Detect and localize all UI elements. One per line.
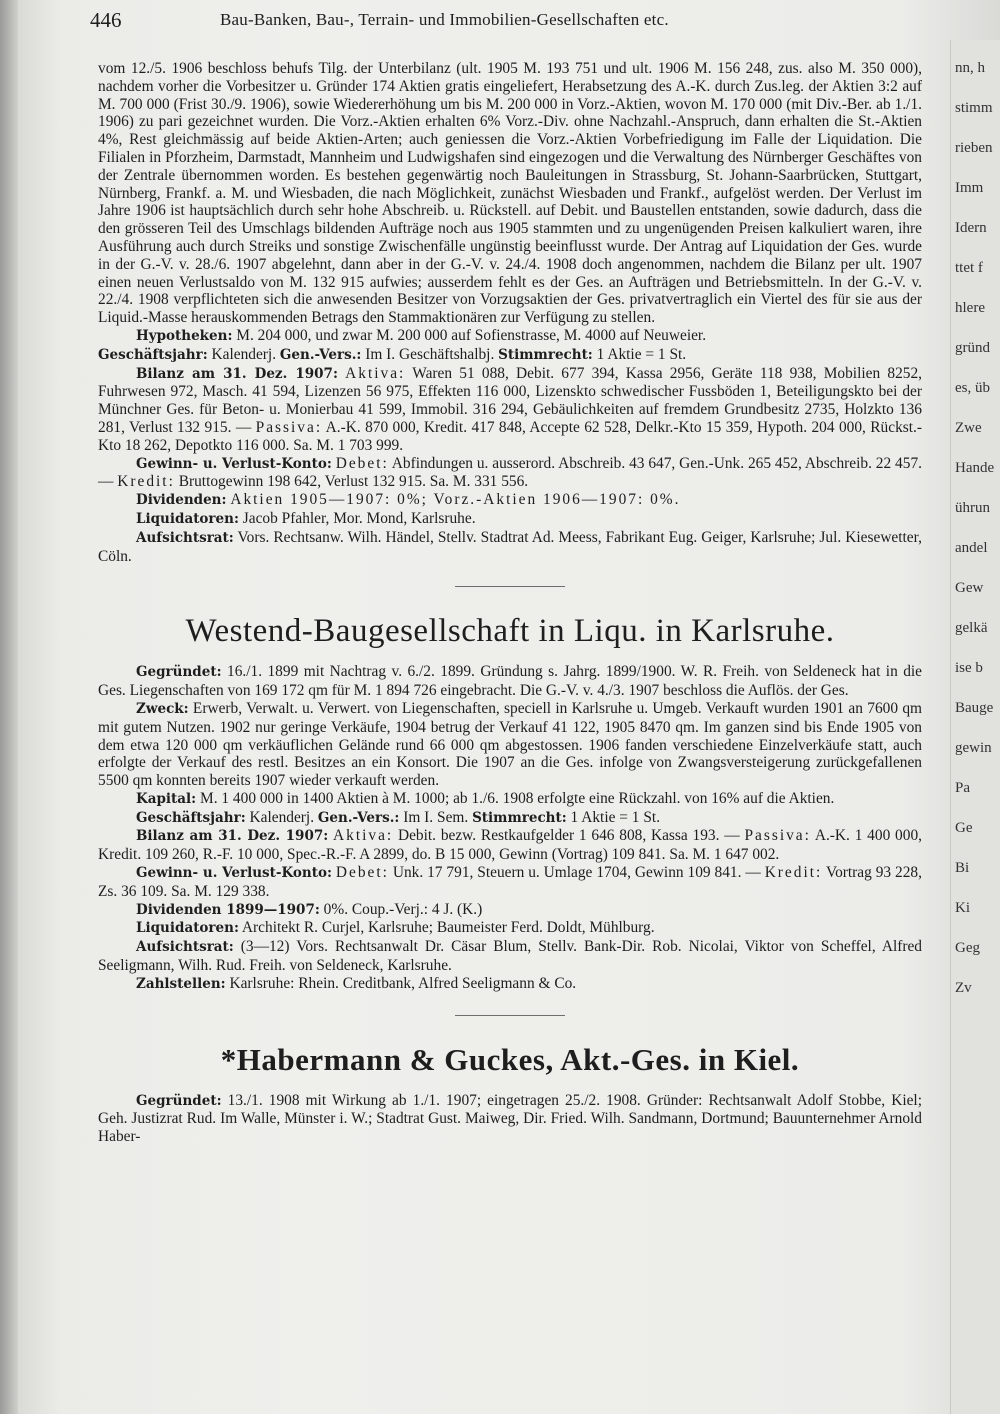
kapital-label: Kapital: <box>136 790 197 807</box>
edge-fragment: Idern <box>955 220 987 236</box>
gen-vers-text: Im I. Geschäftshalbj. <box>361 345 499 363</box>
zweck-entry <box>98 700 922 790</box>
edge-fragment: ührun <box>955 500 990 516</box>
kapital-text: M. 1 400 000 in 1400 Aktien à M. 1000; ab 1./6. 1908 erfolgte eine Rückzahl. von 16% auf die Aktien. <box>196 789 835 807</box>
edge-fragment: stimm <box>955 100 993 116</box>
gen-vers-label: Gen.-Vers.: <box>317 809 400 826</box>
edge-fragment: ttet f <box>955 260 983 276</box>
dividenden-label: Dividenden 1899—1907: <box>136 901 320 918</box>
liquidatoren-entry <box>98 919 922 938</box>
edge-fragment: Gew <box>955 580 984 596</box>
passiva-text: A.-K. 870 000, Kredit. 417 848, Accepte 62 528, Delkr.-Kto 15 359, Hypoth. 204 000, Rückst.-Kto 18 262, Depotkto 116 000. Sa. M. 1 703 999. <box>98 418 923 454</box>
edge-fragment: gelkä <box>955 620 988 636</box>
edge-fragment: ise b <box>955 660 983 676</box>
aufsichtsrat-label: Aufsichtsrat: <box>136 529 234 546</box>
aktiva-text: Waren 51 088, Debit. 677 394, Kassa 2956, Geräte 118 938, Mobilien 8252, Fuhrwesen 972, Masch. 41 594, Lizenzen 56 975, Effekten 116 000, Lizenskto schwedischer Fussböden 1, Beteiligungskto bei der Münchner Ges. für Beton- u. Monierbau 41 599, Immobil. 316 294, Gebäulichkeiten auf fremdem Grundbesitz 2735, Holzkto 136 281, Verlust 132 915. — <box>98 364 922 436</box>
geschaeftsjahr-label: Geschäftsjahr: <box>136 809 246 826</box>
gegruendet-text: 16./1. 1899 mit Nachtrag v. 6./2. 1899. Gründung s. Jahrg. 1899/1900. W. R. Freih. von Seldeneck hat in die Ges. Liegenschaften von 169 172 qm für M. 1 894 726 eingebracht. Die G.-V. v. 4./3. 1907 beschloss die Auflös. der Ges. <box>98 663 922 700</box>
edge-fragment: Hande <box>955 460 995 476</box>
page-content <box>98 60 922 1146</box>
hypotheken-label: Hypotheken: <box>136 327 233 344</box>
aufsichtsrat-entry <box>98 529 922 566</box>
dividenden-entry <box>98 491 922 510</box>
kapital-entry <box>98 790 922 809</box>
page-number: 446 <box>90 8 122 32</box>
gegruendet-entry <box>98 1092 922 1146</box>
stimmrecht-text: 1 Aktie = 1 St. <box>592 345 687 363</box>
company-title-westend: Westend-Baugesellschaft in Liqu. in Karlsruhe. <box>185 613 835 650</box>
dividenden-label: Dividenden: <box>136 492 227 509</box>
gegruendet-text: 13./1. 1908 mit Wirkung ab 1./1. 1907; eingetragen 25./2. 1908. Gründer: Rechtsanwalt Adolf Stobbe, Kiel; Geh. Justizrat Rud. Im Walle, Münster i. W.; Stadtrat Gust. Maiweg, Dir. Fried. Wilh. Sandmann, Dortmund; Bauunternehmer Arnold Haber- <box>98 1091 922 1146</box>
dividenden-text: 0%. Coup.-Verj.: 4 J. (K.) <box>319 900 483 918</box>
zweck-text: Erwerb, Verwalt. u. Verwert. von Liegenschaften, speciell in Karlsruhe u. Umgeb. Verkauft wurden 1901 an 7600 qm mit gutem Nutzen. 1902 nur geringe Verkäufe, 1904 betrug der Verkauf 41 122, 1905 8470 qm. Im ganzen sind bis Ende 1905 von dem etwa 120 000 qm verkäuflichen Gelände rund 66 000 qm abgestossen. 1906 fanden verschiedene Einzelverkäufe statt, auch erfolgte der Verkauf des restl. Besitzes an ein Konsort. Die 1907 an die Ges. infolge von Zwangsversteigerung zurückgefallenen 5500 qm konnten bereits 1907 wieder verkauft werden. <box>98 699 922 790</box>
liquidatoren-entry <box>98 510 922 529</box>
passiva-text: A.-K. 1 400 000, Kredit. 109 260, R.-F. 10 000, Spec.-R.-F. A 2899, do. B 15 000, Gewinn (Vortrag) 109 841. Sa. M. 1 647 002. <box>98 827 922 864</box>
debet-text: Abfindungen u. ausserord. Abschreib. 43 647, Gen.-Unk. 265 452, Abschreib. 22 457. — <box>98 454 922 491</box>
binding-gutter <box>0 0 18 1414</box>
guv-label: Gewinn- u. Verlust-Konto: <box>136 455 332 472</box>
aktiva-label: Aktiva: <box>345 364 406 382</box>
edge-fragment: gewin <box>955 740 992 756</box>
liquidatoren-text: Architekt R. Curjel, Karlsruhe; Baumeister Ferd. Doldt, Mühlburg. <box>238 919 655 937</box>
section-divider <box>455 586 565 587</box>
edge-fragment: Pa <box>955 780 970 796</box>
edge-fragment: Imm <box>955 180 984 196</box>
hypotheken-entry <box>98 327 922 346</box>
debet-label: Debet: <box>335 864 389 882</box>
gen-vers-label: Gen.-Vers.: <box>279 346 362 363</box>
bilanz-label: Bilanz am 31. Dez. 1907: <box>136 365 338 382</box>
aufsichtsrat-entry <box>98 938 922 975</box>
geschaeftsjahr-entry <box>98 346 922 365</box>
stimmrecht-text: 1 Aktie = 1 St. <box>566 808 661 826</box>
edge-fragment: gründ <box>955 340 990 356</box>
dividenden-text: Aktien 1905—1907: 0%; Vorz.-Aktien 1906—1907: 0%. <box>230 491 681 509</box>
liquidatoren-text: Jacob Pfahler, Mor. Mond, Karlsruhe. <box>238 509 476 527</box>
liquidatoren-label: Liquidatoren: <box>136 510 239 527</box>
edge-fragment: es, üb <box>955 380 990 396</box>
kredit-label: Kredit: <box>117 473 175 491</box>
geschaeftsjahr-text: Kalenderj. <box>207 345 280 363</box>
aktiva-label: Aktiva: <box>333 827 394 845</box>
edge-fragment: Ki <box>955 900 970 916</box>
aufsichtsrat-label: Aufsichtsrat: <box>136 939 234 956</box>
aktiva-text: Debit. bezw. Restkaufgelder 1 646 808, Kassa 193. — <box>393 827 745 845</box>
edge-fragment: andel <box>955 540 988 556</box>
passiva-label: Passiva: <box>255 418 323 436</box>
bilanz-entry <box>98 365 922 455</box>
hypotheken-text: M. 204 000, und zwar M. 200 000 auf Sofienstrasse, M. 4000 auf Neuweier. <box>232 326 707 344</box>
zweck-label: Zweck: <box>136 700 189 717</box>
gegruendet-label: Gegründet: <box>136 664 222 681</box>
debet-label: Debet: <box>335 454 389 472</box>
passiva-label: Passiva: <box>744 827 811 845</box>
edge-fragment: rieben <box>955 140 993 156</box>
guv-entry <box>98 455 922 492</box>
edge-fragment: Zv <box>955 980 972 996</box>
running-head: Bau-Banken, Bau-, Terrain- und Immobilien-Gesellschaften etc. <box>220 10 669 29</box>
section-previous-company <box>98 60 922 565</box>
gegruendet-entry <box>98 663 922 700</box>
zahlstellen-text: Karlsruhe: Rhein. Creditbank, Alfred Seeligmann & Co. <box>225 974 577 992</box>
kredit-text: Vortrag 93 228, Zs. 36 109. Sa. M. 129 338. <box>98 864 922 900</box>
gen-vers-text: Im I. Sem. <box>399 808 473 826</box>
debet-text: Unk. 17 791, Steuern u. Umlage 1704, Gewinn 109 841. — <box>388 864 765 882</box>
edge-fragment: Bauge <box>955 700 994 716</box>
aufsichtsrat-text: Vors. Rechtsanw. Wilh. Händel, Stellv. Stadtrat Ad. Meess, Fabrikant Eug. Geiger, Karlsruhe; Jul. Kiesewetter, Cöln. <box>98 528 922 565</box>
edge-fragment: hlere <box>955 300 985 316</box>
zahlstellen-label: Zahlstellen: <box>136 975 226 992</box>
edge-fragment: Geg <box>955 940 980 956</box>
geschaeftsjahr-text: Kalenderj. <box>245 808 318 826</box>
stimmrecht-label: Stimmrecht: <box>472 809 567 826</box>
geschaeftsjahr-entry <box>98 809 922 828</box>
company-title-habermann: *Habermann & Guckes, Akt.-Ges. in Kiel. <box>220 1041 800 1077</box>
page-header <box>90 8 810 34</box>
gegruendet-label: Gegründet: <box>136 1092 222 1109</box>
liquidatoren-label: Liquidatoren: <box>136 920 239 937</box>
edge-fragment: nn, h <box>955 60 985 76</box>
zahlstellen-entry <box>98 975 922 994</box>
bilanz-label: Bilanz am 31. Dez. 1907: <box>136 828 329 845</box>
aufsichtsrat-text: (3—12) Vors. Rechtsanwalt Dr. Cäsar Blum, Stellv. Bank-Dir. Rob. Nicolai, Viktor von Scheffel, Alfred Seeligmann, Wilh. Rud. Freih. von Seldeneck, Karlsruhe. <box>98 938 922 975</box>
stimmrecht-label: Stimmrecht: <box>498 346 593 363</box>
section-divider <box>455 1015 565 1016</box>
kredit-label: Kredit: <box>764 864 823 882</box>
kredit-text: Bruttogewinn 198 642, Verlust 132 915. Sa. M. 331 556. <box>174 473 529 491</box>
geschaeftsjahr-label: Geschäftsjahr: <box>98 346 208 363</box>
dividenden-entry <box>98 901 922 920</box>
guv-entry <box>98 864 922 901</box>
bilanz-entry <box>98 827 922 864</box>
adjacent-page-edge <box>950 40 1000 1414</box>
edge-fragment: Zwe <box>955 420 982 436</box>
edge-fragment: Ge <box>955 820 973 836</box>
liquidation-paragraph: vom 12./5. 1906 beschloss behufs Tilg. der Unterbilanz (ult. 1905 M. 193 751 und ult. 1906 M. 156 248, zus. also M. 350 000), nachdem vorher die Vorbesitzer u. Gründer 174 Aktien gratis eingeliefert, Herabsetzung des A.-K. durch Zus.leg. der Aktien 3:2 auf M. 700 000 (Frist 30./9. 1906), sowie Wiedererhöhung um bis M. 200 000 in Vorz.-Aktien, wovon M. 170 000 (mit Div.-Ber. ab 1./1. 1906) zu pari gezeichnet wurden. Die Vorz.-Aktien erhalten 6% Vorz.-Div. ohne Nachzahl.-Anspruch, dann erhalten die St.-Aktien 4%, Rest gleichmässig auf beide Aktien-Arten; auch geniessen die Vorz.-Aktien Vorbefriedigung im Falle der Liquidation. Die Filialen in Pforzheim, Darmstadt, Mannheim und Ludwigshafen sind eingezogen und die Verwaltung des Nürnberger Geschäftes von der Zentrale übernommen worden. Es bestehen gegenwärtig noch Bauleitungen in Strassburg, St. Johann-Saarbrücken, Stuttgart, Nürnberg, Frankf. a. M. und Wiesbaden, die nach Möglichkeit, zunächst Wiesbaden und Frankf., aufgelöst werden. Der Verlust im Jahre 1906 ist hauptsächlich durch sehr hohe Abschreib. u. Rückstell. auf Debit. und Baustellen entstanden, sowie dadurch, dass die den grösseren Teil des Umschlags bildenden Aufträge noch aus 1905 stammten und zu ungenügenden Preisen kalkuliert waren, ihre Ausführung auch durch Streiks und sonstige Zwischenfälle ungünstig beeinflusst wurde. Der Antrag auf Liquidation der Ges. wurde in der G.-V. v. 28./6. 1907 abgelehnt, dann aber in der G.-V. v. 24./4. 1908 doch angenommen, nachdem die Bilanz per ult. 1907 einen neuen Verlustsaldo von M. 132 915 aufwies; ausserdem fehlt es der Ges. an Aufträgen und Betriebsmitteln. In der G.-V. v. 22./4. 1908 verpflichteten sich die anwesenden Besitzer von Vorzugsaktien der Ges. privatvertraglich ein Viertel des für sie aus der Liquid.-Masse herauskommenden Betrags den Stammaktionären zur Verfügung zu stellen. <box>98 60 922 327</box>
guv-label: Gewinn- u. Verlust-Konto: <box>136 865 332 882</box>
section-habermann <box>98 1040 922 1146</box>
section-westend <box>98 611 922 993</box>
edge-fragment: Bi <box>955 860 970 876</box>
